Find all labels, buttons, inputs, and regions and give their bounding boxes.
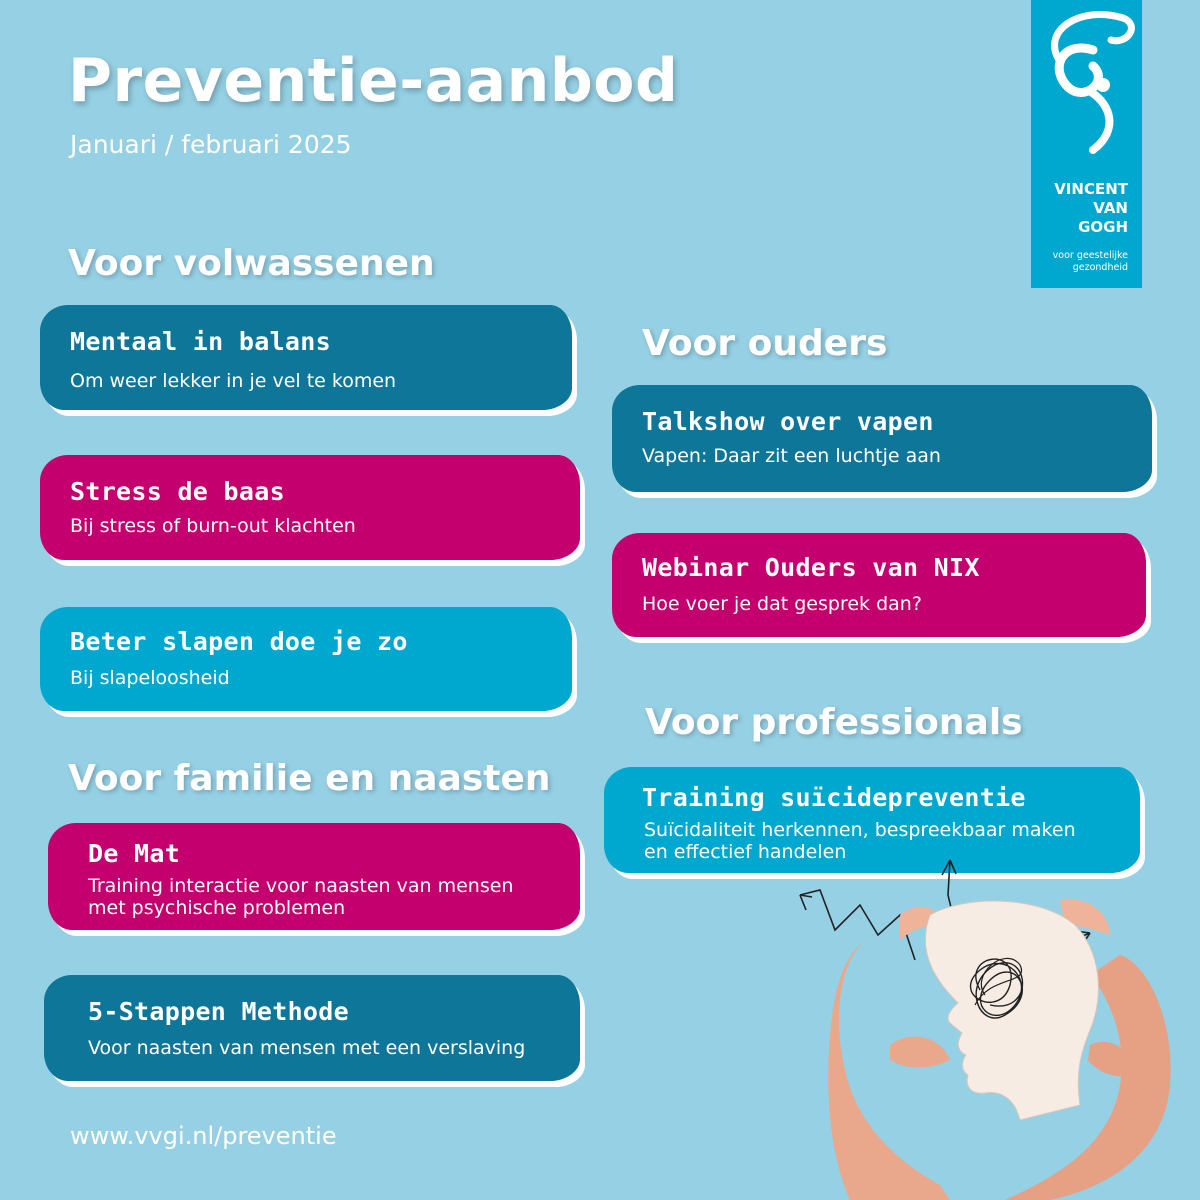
vincent-van-gogh-logo[interactable]: [1031, 0, 1142, 288]
card-description: Vapen: Daar zit een luchtje aan: [642, 445, 941, 467]
card-description: Training interactie voor naasten van mensen met psychische problemen: [88, 875, 514, 919]
section-heading-family: Voor familie en naasten: [68, 758, 551, 799]
card-beter-slapen[interactable]: [40, 607, 572, 711]
card-de-mat[interactable]: [48, 823, 580, 930]
card-title: Training suïcidepreventie: [642, 783, 1026, 812]
logo-tagline: voor geestelijke gezondheid: [1052, 250, 1128, 273]
card-title: Beter slapen doe je zo: [70, 627, 408, 656]
card-title: Mentaal in balans: [70, 327, 331, 356]
website-link[interactable]: www.vvgi.nl/preventie: [70, 1122, 337, 1150]
card-description: Bij stress of burn-out klachten: [70, 515, 356, 537]
card-talkshow-over-vapen[interactable]: [612, 385, 1152, 492]
card-webinar-ouders-van-nix[interactable]: [612, 533, 1146, 637]
card-title: De Mat: [88, 839, 181, 868]
card-description: Suïcidaliteit herkennen, bespreekbaar maken en effectief handelen: [644, 819, 1076, 863]
section-heading-adults: Voor volwassenen: [68, 243, 435, 284]
card-description: Bij slapeloosheid: [70, 667, 230, 689]
page-subtitle: Januari / februari 2025: [70, 130, 352, 159]
card-description: Voor naasten van mensen met een verslaving: [88, 1037, 526, 1059]
card-description: Hoe voer je dat gesprek dan?: [642, 593, 922, 615]
card-5-stappen-methode[interactable]: [44, 975, 580, 1081]
card-description: Om weer lekker in je vel te komen: [70, 370, 397, 392]
card-mentaal-in-balans[interactable]: [40, 305, 572, 410]
logo-name: VINCENT VAN GOGH: [1054, 180, 1128, 236]
card-title: Webinar Ouders van NIX: [642, 553, 980, 582]
hands-holding-head-icon: [790, 855, 1200, 1200]
card-stress-de-baas[interactable]: [40, 455, 580, 560]
page-title: Preventie-aanbod: [68, 46, 679, 116]
card-title: Talkshow over vapen: [642, 407, 934, 436]
section-heading-professionals: Voor professionals: [645, 702, 1023, 743]
section-heading-parents: Voor ouders: [642, 323, 888, 364]
card-title: 5-Stappen Methode: [88, 997, 349, 1026]
card-title: Stress de baas: [70, 477, 285, 506]
swirl-logo-icon: [1031, 0, 1142, 170]
